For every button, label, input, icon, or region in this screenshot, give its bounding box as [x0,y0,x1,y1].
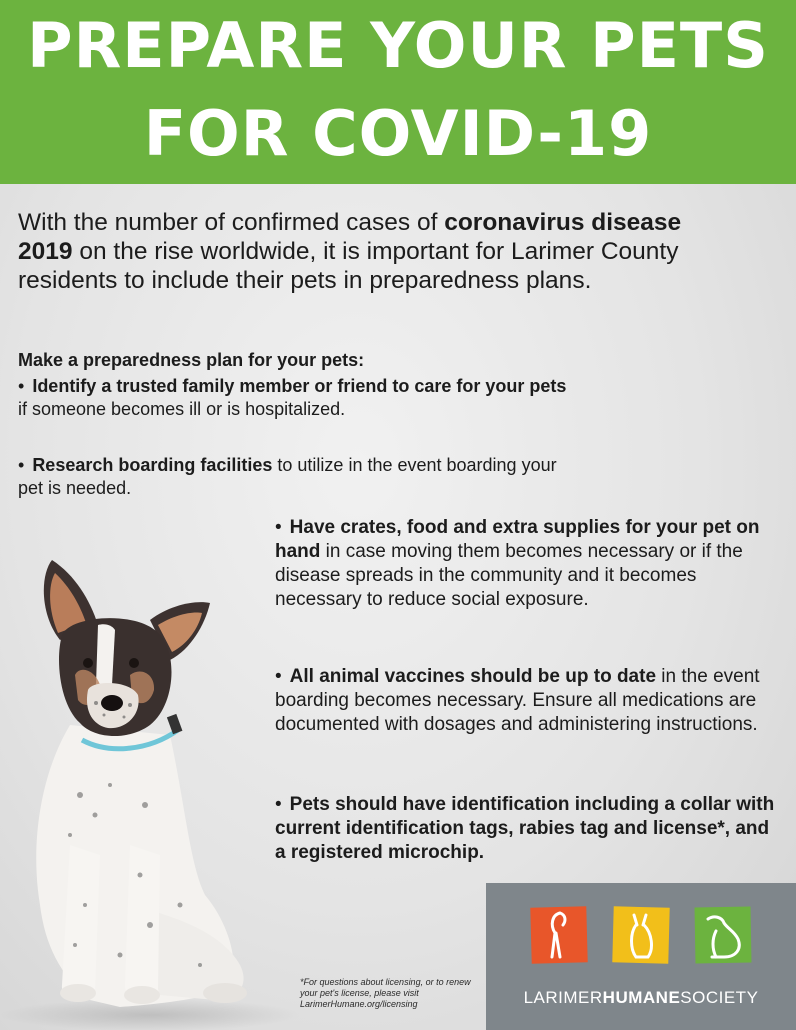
plan-item-text: if someone becomes ill or is hospitalized. [18,399,346,419]
plan-item-bold: Have crates, food and extra supplies for your pet on hand [275,517,760,562]
bullet-dot: • [275,517,282,538]
puppy-photo [0,545,300,1030]
org-name-part-2: HUMANE [602,988,681,1007]
plan-item-bold: Research boarding facilities [32,455,273,475]
bullet-dot: • [18,455,25,475]
plan-heading: Make a preparedness plan for your pets: [18,350,365,370]
dog-icon [694,905,752,965]
plan-item-text: in case moving them becomes necessary or if the disease spreads in the community and it becomes necessary to reduce social exposure. [275,541,743,610]
plan-item-vaccines [275,665,775,737]
bullet-dot: • [18,376,25,396]
plan-item-bold: Pets should have identification including a collar with current identification tags, rabies tag and license*, and a registered microchip. [275,794,775,863]
title-line-2: FOR COVID-19 [143,97,653,170]
licensing-footnote: *For questions about licensing, or to renew your pet's license, please visit LarimerHumane.org/licensing [300,977,471,1009]
plan-item-supplies [275,516,775,612]
plan-item-text: to utilize in the event boarding your pet is needed. [18,455,557,498]
org-name-part-3: SOCIETY [680,988,759,1007]
plan-item-bold: All animal vaccines should be up to date [289,666,657,687]
intro-paragraph [18,208,708,295]
plan-item-boarding [18,454,558,500]
bird-icon [530,905,588,965]
bullet-dot: • [275,666,282,687]
intro-text-2: on the rise worldwide, it is important for Larimer County residents to include their pets in preparedness plans. [18,238,679,294]
bullet-dot: • [275,794,282,815]
organization-name [486,988,796,1008]
plan-item-identification [275,793,775,865]
plan-item-bold: Identify a trusted family member or friend to care for your pets [32,376,567,396]
intro-text-1: With the number of confirmed cases of [18,209,445,236]
plan-item-text: in the event boarding becomes necessary. Ensure all medications are documented with dosages and administering instructions. [275,666,760,735]
title-line-1: PREPARE YOUR PETS [27,9,769,82]
intro-bold: coronavirus disease 2019 [18,209,682,265]
cat-icon [612,905,670,965]
plan-item-trusted-caregiver [18,375,578,421]
title-banner [0,0,796,184]
org-name-part-1: LARIMER [523,988,603,1007]
humane-society-logo [486,883,796,1030]
